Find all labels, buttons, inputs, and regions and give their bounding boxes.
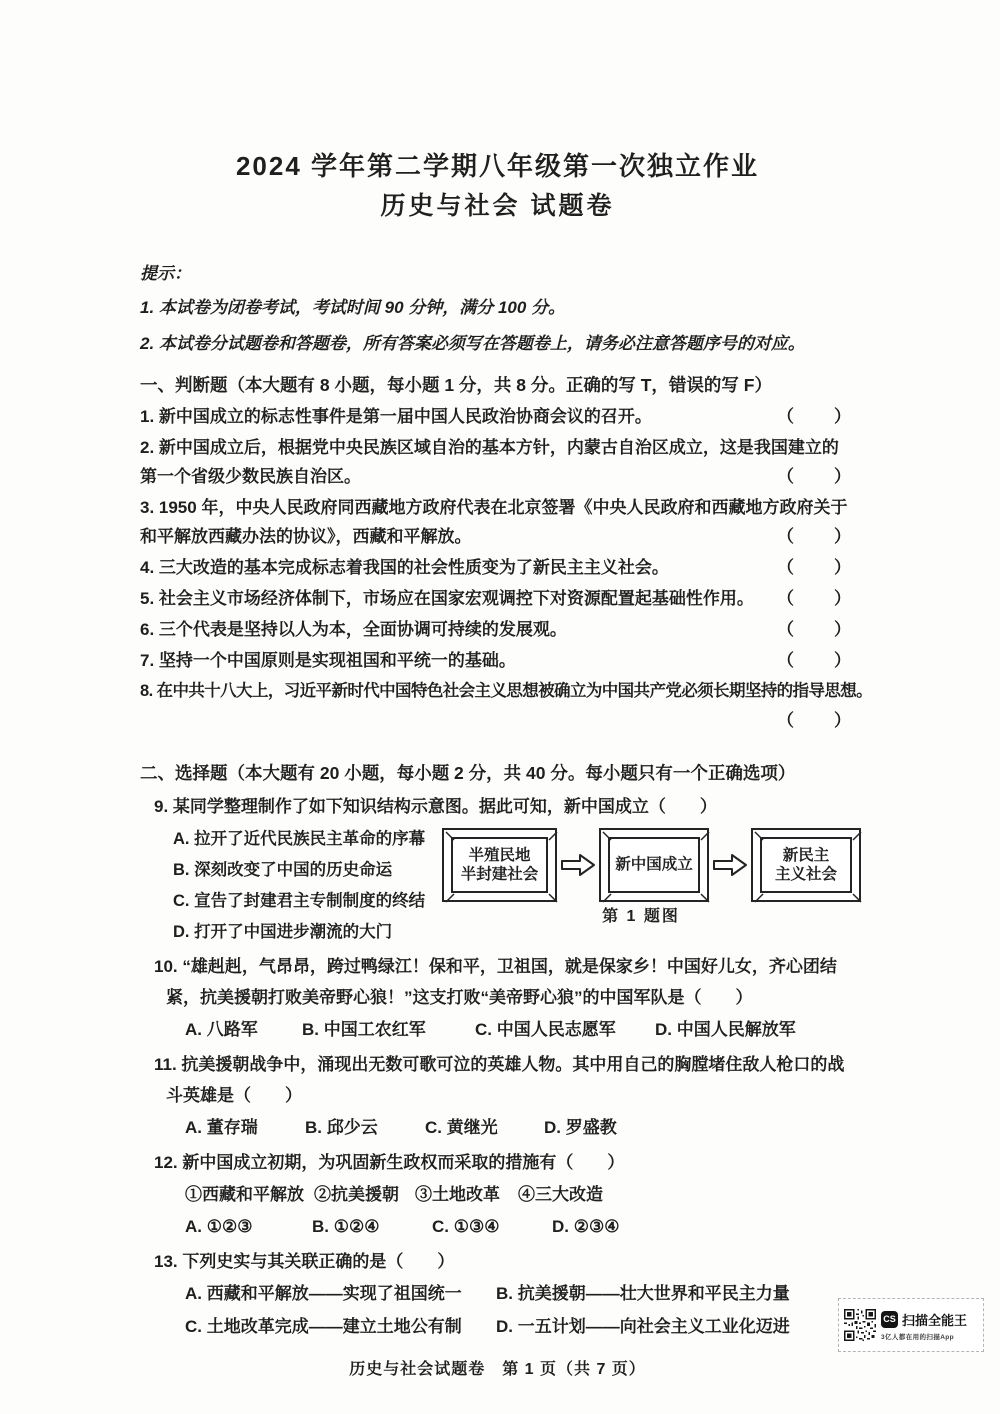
- exam-title-line2: 历史与社会 试题卷: [380, 191, 615, 220]
- question-13-option-d: D. 一五计划——向社会主义工业化迈进: [496, 1316, 790, 1336]
- judge-question-6: [140, 615, 855, 644]
- diagram-box3-line1: 新民主: [782, 846, 830, 864]
- question-9-stem: 9. 某同学整理制作了如下知识结构示意图。据此可知，新中国成立（ ）: [154, 796, 717, 816]
- question-9-option-a: A. 拉开了近代民族民主革命的序幕: [173, 829, 426, 848]
- knowledge-structure-diagram: [442, 824, 861, 948]
- judge-question-4-text: 4. 三大改造的基本完成标志着我国的社会性质变为了新民主主义社会。: [140, 557, 669, 577]
- question-10-option-d: D. 中国人民解放军: [655, 1019, 796, 1039]
- question-11-option-c: C. 黄继光: [425, 1117, 498, 1137]
- judge-question-5-answer-blank: （ ）: [777, 588, 853, 608]
- judge-question-3-text: 3. 1950 年，中央人民政府同西藏地方政府代表在北京签署《中央人民政府和西藏地方政府关于和平解放西藏办法的协议》，西藏和平解放。: [140, 497, 848, 546]
- question-9-options: [140, 824, 442, 948]
- judge-question-1-text: 1. 新中国成立的标志性事件是第一届中国人民政治协商会议的召开。: [140, 406, 652, 426]
- question-11-options: [140, 1112, 855, 1144]
- judge-question-2: [140, 433, 855, 491]
- question-10-option-a: A. 八路军: [185, 1019, 258, 1039]
- question-12-option-b: B. ①②④: [312, 1216, 380, 1236]
- diagram-box-semicolonial-society: [442, 828, 557, 902]
- watermark-app-name: 扫描全能王: [902, 1312, 968, 1328]
- judge-question-2-text: 2. 新中国成立后，根据党中央民族区域自治的基本方针，内蒙古自治区成立，这是我国建立的第一个省级少数民族自治区。: [140, 437, 839, 486]
- judge-question-5-text: 5. 社会主义市场经济体制下，市场应在国家宏观调控下对资源配置起基础性作用。: [140, 588, 754, 608]
- question-11-option-a: A. 董存瑞: [185, 1117, 258, 1137]
- diagram-row: [442, 828, 861, 902]
- diagram-box3-line2: 主义社会: [774, 865, 837, 883]
- diagram-box3-text: [775, 846, 837, 884]
- question-12-options: [140, 1211, 855, 1243]
- question-9-body: [140, 824, 855, 948]
- judge-question-4-answer-blank: （ ）: [777, 557, 853, 577]
- question-9-option-b: B. 深刻改变了中国的历史命运: [173, 860, 393, 879]
- judge-question-1: [140, 402, 855, 431]
- question-11-stem: 11. 抗美援朝战争中，涌现出无数可歌可泣的英雄人物。其中用自己的胸膛堵住敌人枪口的战斗英雄是（ ）: [154, 1054, 845, 1105]
- judge-question-7-answer-blank: （ ）: [777, 650, 853, 670]
- question-13-option-c: C. 土地改革完成——建立土地公有制: [185, 1316, 462, 1336]
- question-12-subitem-3: ③土地改革: [415, 1184, 500, 1204]
- right-arrow-icon: [560, 852, 596, 878]
- question-10-option-b: B. 中国工农红军: [302, 1019, 426, 1039]
- notice-item-1: 1. 本试卷为闭卷考试，考试时间 90 分钟，满分 100 分。: [140, 297, 566, 317]
- question-9-option-c: C. 宣告了封建君主专制制度的终结: [173, 891, 426, 910]
- right-arrow-icon: [712, 852, 748, 878]
- judge-question-2-answer-blank: （ ）: [777, 466, 853, 486]
- judge-question-1-answer-blank: （ ）: [777, 406, 853, 426]
- judge-question-8-answer-blank: （ ）: [777, 710, 853, 730]
- question-13-stem: 13. 下列史实与其关联正确的是（ ）: [154, 1251, 455, 1271]
- watermark-slogan: 3亿人都在用的扫描App: [881, 1333, 955, 1341]
- question-10-option-c: C. 中国人民志愿军: [475, 1019, 616, 1039]
- notice-label: 提示：: [140, 263, 191, 283]
- question-12-option-d: D. ②③④: [552, 1216, 620, 1236]
- diagram-box-new-china-founded: [599, 828, 709, 902]
- judge-question-7: [140, 646, 855, 675]
- judge-question-4: [140, 553, 855, 582]
- question-13-options-row1: [140, 1278, 855, 1310]
- question-12-subitem-4: ④三大改造: [518, 1184, 603, 1204]
- question-12-stem: 12. 新中国成立初期，为巩固新生政权而采取的措施有（ ）: [154, 1152, 625, 1172]
- question-10-stem: 10. “雄赳赳，气昂昂，跨过鸭绿江！保和平，卫祖国，就是保家乡！中国好儿女，齐心团结紧，抗美援朝打败美帝野心狼！”这支打败“美帝野心狼”的中国军队是（ ）: [154, 956, 837, 1007]
- judge-question-6-text: 6. 三个代表是坚持以人为本，全面协调可持续的发展观。: [140, 619, 567, 639]
- scanner-app-watermark: [838, 1298, 984, 1352]
- judge-question-8-text: 8. 在中共十八大上，习近平新时代中国特色社会主义思想被确立为中国共产党必须长期坚持的指导思想。: [140, 681, 873, 700]
- judge-question-8: [140, 677, 873, 706]
- question-10-options: [140, 1014, 855, 1046]
- question-12-subitem-1: ①西藏和平解放: [185, 1184, 304, 1204]
- section1-heading: 一、判断题（本大题有 8 小题，每小题 1 分，共 8 分。正确的写 T，错误的写 F）: [140, 374, 772, 395]
- question-12-option-a: A. ①②③: [185, 1216, 253, 1236]
- question-12-subitems: [140, 1179, 855, 1210]
- judge-question-3-answer-blank: （ ）: [777, 526, 853, 546]
- diagram-caption: 第 1 题图: [602, 907, 680, 925]
- camscanner-logo-icon: CS: [881, 1311, 898, 1328]
- diagram-box1-text: [461, 846, 539, 884]
- judge-question-5: [140, 584, 855, 613]
- judge-question-6-answer-blank: （ ）: [777, 619, 853, 639]
- judge-question-7-text: 7. 坚持一个中国原则是实现祖国和平统一的基础。: [140, 650, 516, 670]
- question-13-option-b: B. 抗美援朝——壮大世界和平民主力量: [496, 1283, 790, 1303]
- question-12-subitem-2: ②抗美援朝: [314, 1184, 399, 1204]
- question-13-option-a: A. 西藏和平解放——实现了祖国统一: [185, 1283, 462, 1303]
- question-11-option-b: B. 邱少云: [305, 1117, 378, 1137]
- watermark-text-block: [881, 1310, 967, 1341]
- watermark-top-row: [881, 1310, 967, 1329]
- question-12-option-c: C. ①③④: [432, 1216, 500, 1236]
- page-footer: 历史与社会试题卷 第 1 页（共 7 页）: [349, 1360, 646, 1378]
- diagram-box-new-democratic-society: [751, 828, 861, 902]
- exam-title-line1: 2024 学年第二学期八年级第一次独立作业: [235, 151, 760, 181]
- question-11-option-d: D. 罗盛教: [544, 1117, 617, 1137]
- question-9-option-d: D. 打开了中国进步潮流的大门: [173, 922, 393, 941]
- diagram-box2-text: 新中国成立: [615, 856, 693, 874]
- diagram-box1-line2: 半封建社会: [460, 865, 539, 883]
- qr-code-icon: [844, 1309, 876, 1341]
- question-13-options-row2: [140, 1311, 855, 1343]
- diagram-box1-line1: 半殖民地: [468, 846, 531, 864]
- notice-item-2: 2. 本试卷分试题卷和答题卷，所有答案必须写在答题卷上，请务必注意答题序号的对应。: [140, 334, 805, 354]
- section2-heading: 二、选择题（本大题有 20 小题，每小题 2 分，共 40 分。每小题只有一个正确选项）: [140, 762, 796, 783]
- judge-question-3: [140, 493, 855, 551]
